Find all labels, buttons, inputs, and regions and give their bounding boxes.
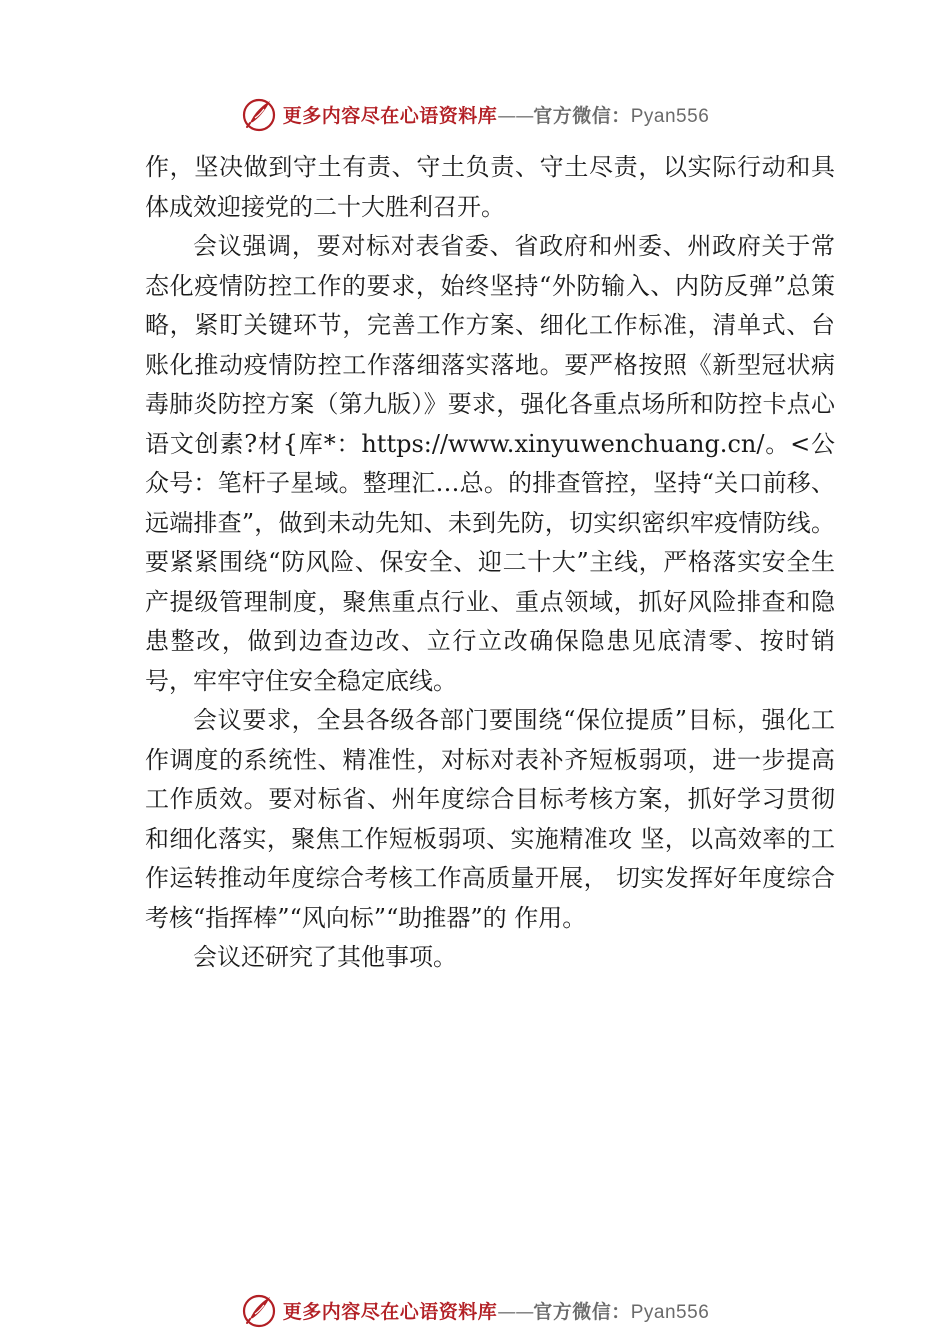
- quill-logo-icon: [241, 1292, 277, 1328]
- document-body: [145, 148, 835, 978]
- header-banner-wechat-id: Pyan556: [630, 105, 710, 127]
- footer-banner-dash: ——: [497, 1300, 534, 1323]
- footer-banner-title: 更多内容尽在心语资料库: [282, 1300, 498, 1323]
- paragraph-2: 会议强调，要对标对表省委、省政府和州委、州政府关于常态化疫情防控工作的要求，始终坚持“外防输入、内防反弹”总策略，紧盯关键环节，完善工作方案、细化工作标准，清单式、台账化推动疫情防控工作落细落实落地。要严格按照《新型冠状病毒肺炎防控方案（第九版）》要求，强化各重点场所和防控卡点心语文创素?材{库*：https://www.xinyuwenchuang.cn/。<公众号：笔杆子星域。整理汇…总。的排查管控，坚持“关口前移、远端排查”，做到未动先知、未到先防，切实织密织牢疫情防线。要紧紧围绕“防风险、保安全、迎二十大”主线，严格落实安全生产提级管理制度，聚焦重点行业、重点领域，抓好风险排查和隐患整改，做到边查边改、立行立改确保隐患见底清零、按时销号，牢牢守住安全稳定底线。: [145, 232, 835, 695]
- paragraph-4: 会议还研究了其他事项。: [193, 943, 457, 971]
- footer-banner: [0, 1290, 950, 1330]
- header-banner-title: 更多内容尽在心语资料库: [282, 104, 498, 127]
- quill-logo-icon: [241, 96, 277, 132]
- footer-banner-wechat-label: 官方微信：: [533, 1300, 631, 1323]
- paragraph-1: 作，坚决做到守土有责、守土负责、守土尽责，以实际行动和具体成效迎接党的二十大胜利召开。: [145, 153, 835, 221]
- footer-banner-wechat-id: Pyan556: [630, 1301, 710, 1323]
- paragraph-3: 会议要求，全县各级各部门要围绕“保位提质”目标，强化工作调度的系统性、精准性，对标对表补齐短板弱项，进一步提高工作质效。要对标省、州年度综合目标考核方案，抓好学习贯彻和细化落实，聚焦工作短板弱项、实施精准攻 坚，以高效率的工作运转推动年度综合考核工作高质量开展， 切实发挥好年度综合考核“指挥棒”“风向标”“助推器”的 作用。: [145, 706, 835, 932]
- header-banner-text: [283, 101, 710, 128]
- header-banner: [0, 94, 950, 134]
- header-banner-wechat-label: 官方微信：: [533, 104, 631, 127]
- header-banner-dash: ——: [497, 104, 534, 127]
- footer-banner-text: [283, 1297, 710, 1324]
